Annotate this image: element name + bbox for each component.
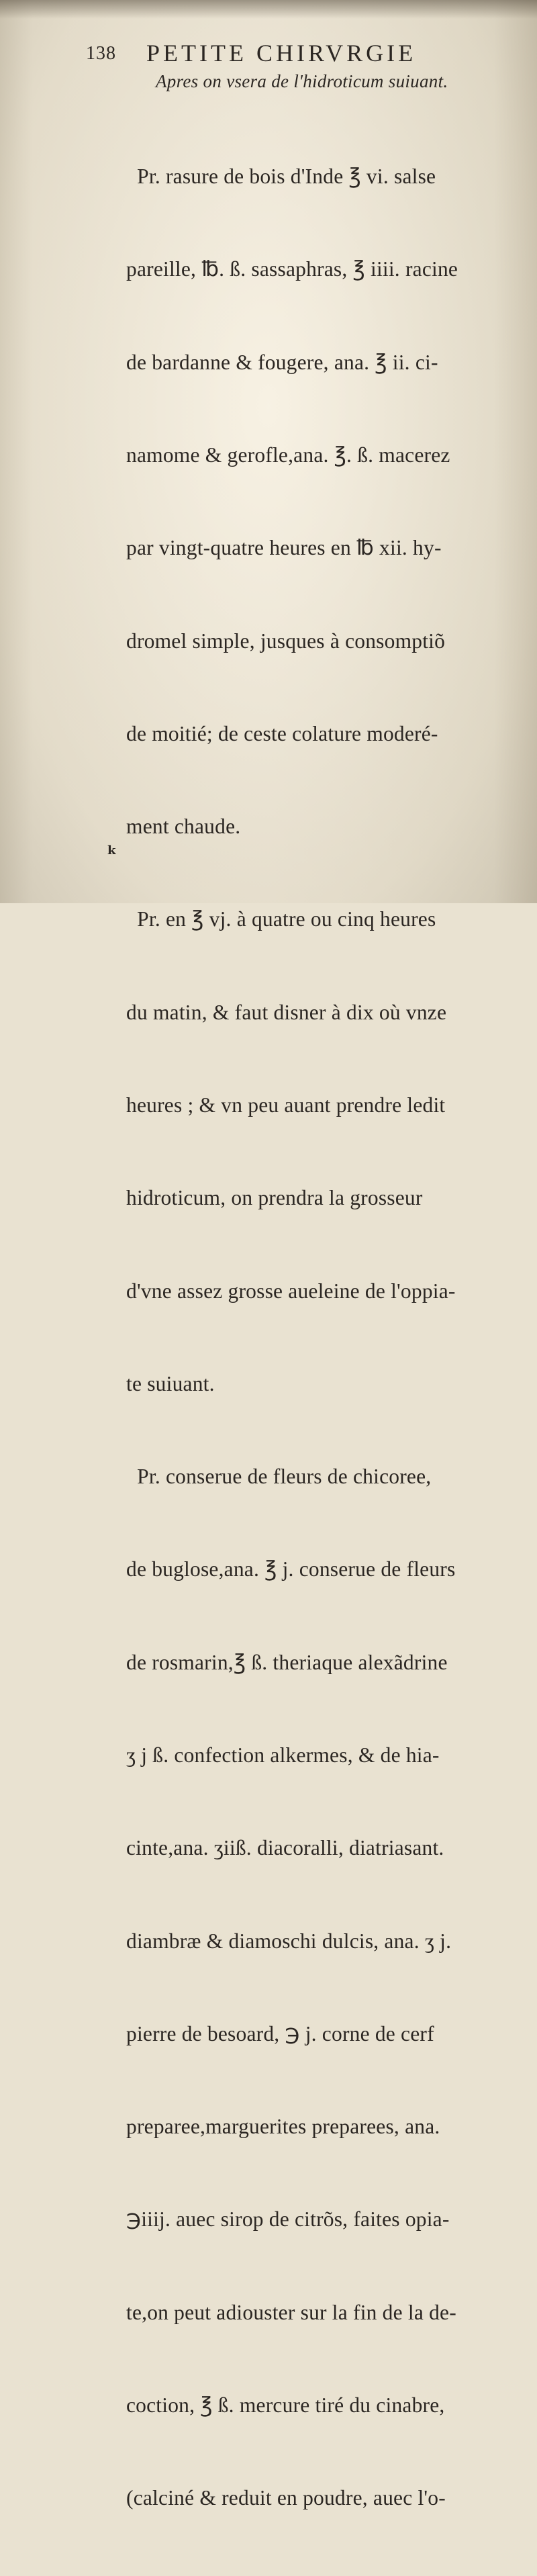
text-line: ment chaude.: [126, 815, 241, 839]
body-text: [126, 99, 516, 2576]
running-head: PETITE CHIRVRGIE: [146, 40, 417, 66]
page-header: [86, 39, 502, 71]
section-subheading: Apres on vsera de l'hidroticum suiuant.: [156, 71, 448, 91]
text-line: par vingt-quatre heures en ℔ xii. hy-: [126, 536, 442, 560]
text-line: Pr. rasure de bois d'Inde ℥ vi. salse: [126, 165, 436, 189]
text-line: (calciné & reduit en poudre, auec l'o-: [126, 2486, 446, 2510]
text-line: hidroticum, on prendra la grosseur: [126, 1186, 423, 1210]
text-line: Pr. conserue de fleurs de chicoree,: [126, 1465, 432, 1489]
text-line: diambræ & diamoschi dulcis, ana. ʒ j.: [126, 1929, 452, 1953]
page-number: 138: [86, 43, 116, 64]
text-line: dromel simple, jusques à consomptiõ: [126, 629, 446, 653]
text-line: ʒ j ß. confection alkermes, & de hia-: [126, 1743, 440, 1767]
text-line: te suiuant.: [126, 1371, 215, 1395]
text-line: ℈iiij. auec sirop de citrõs, faites opia-: [126, 2207, 450, 2232]
text-line: d'vne assez grosse aueleine de l'oppia-: [126, 1279, 456, 1303]
text-line: de rosmarin,℥ ß. theriaque alexãdrine: [126, 1650, 448, 1674]
text-line: heures ; & vn peu auant prendre ledit: [126, 1093, 446, 1117]
text-line: te,on peut adiouster sur la fin de la de-: [126, 2300, 456, 2324]
text-line: namome & gerofle,ana. ℥. ß. macerez: [126, 443, 450, 467]
text-line: de buglose,ana. ℥ j. conserue de fleurs: [126, 1557, 456, 1581]
page-top-shadow: [0, 0, 537, 19]
margin-mark: k: [107, 843, 116, 858]
text-line: pareille, ℔. ß. sassaphras, ℥ iiii. racine: [126, 257, 458, 281]
text-line: du matin, & faut disner à dix où vnze: [126, 1000, 447, 1024]
text-line: cinte,ana. ʒiiß. diacoralli, diatriasant.: [126, 1836, 444, 1860]
text-line: pierre de besoard, ℈ j. corne de cerf: [126, 2021, 434, 2045]
text-line: coction, ℥ ß. mercure tiré du cinabre,: [126, 2393, 445, 2417]
text-line: de bardanne & fougere, ana. ℥ ii. ci-: [126, 350, 438, 374]
text-line: Pr. en ℥ vj. à quatre ou cinq heures: [126, 907, 436, 931]
text-line: de moitié; de ceste colature moderé-: [126, 721, 438, 745]
text-line: preparee,marguerites preparees, ana.: [126, 2115, 440, 2139]
